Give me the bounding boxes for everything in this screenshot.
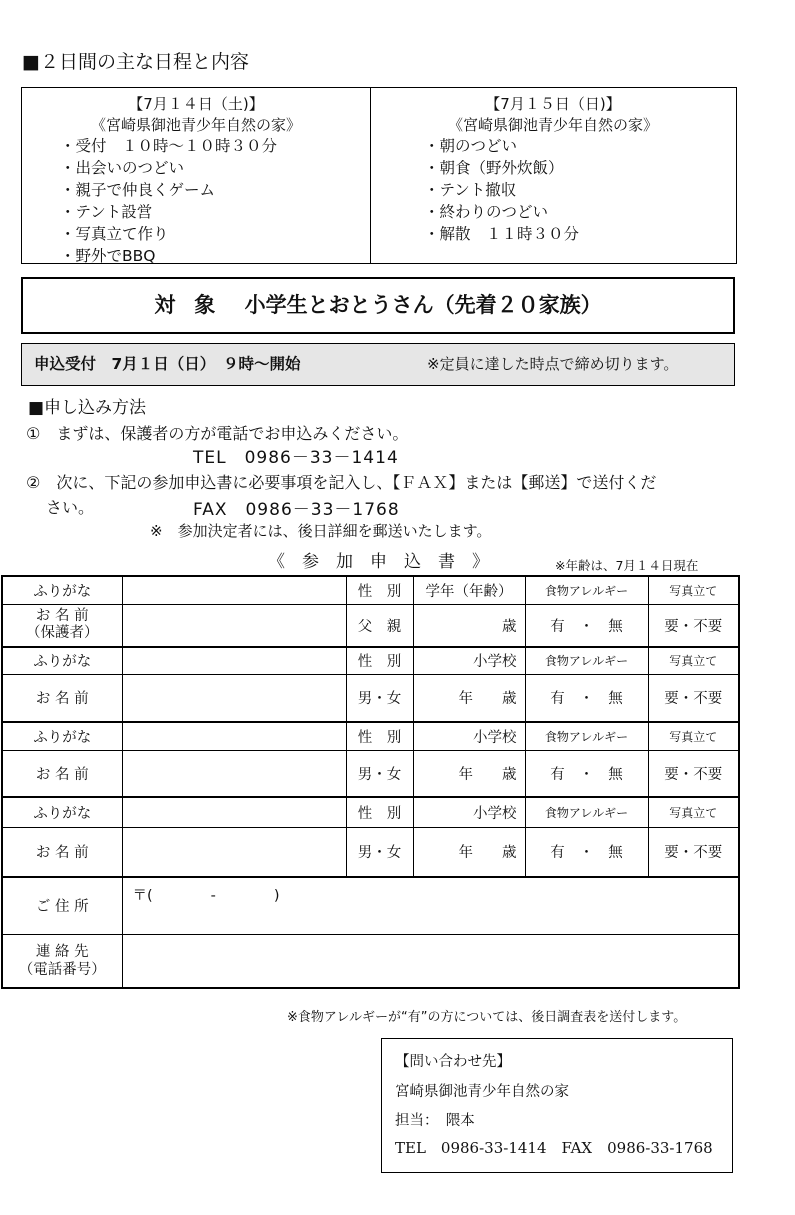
child3-school-field[interactable]: 小学校 [413,797,525,827]
inquiry-organization: 宮崎県御池青少年自然の家 [395,1084,569,1100]
schedule-day2-date: 【7月１５日（日)】 [485,95,621,113]
form-title: 《 参 加 申 込 書 》 [268,552,489,572]
child3-allergy-label: 食物アレルギー [525,797,648,827]
contact-phone-label: 連 絡 先 （電話番号） [2,934,122,988]
inquiry-person: 担当： 隈本 [395,1113,475,1129]
allergy-footnote: ※食物アレルギーが“有”の方については、後日調査表を送付します。 [287,1010,687,1025]
guardian-furigana-field[interactable] [122,576,346,604]
method-step2-line1: ② 次に、下記の参加申込書に必要事項を記入し、【ＦＡＸ】または【郵送】で送付くだ [26,473,657,492]
schedule-day2-venue: 《宮崎県御池青少年自然の家》 [447,116,658,134]
contact-phone-field[interactable] [122,934,739,988]
list-item: ・ 親子で仲良くゲーム [68,179,277,201]
child2-furigana-label: ふりがな [2,722,122,750]
list-item: ・ 出会いのつどい [68,157,277,179]
child3-furigana-label: ふりがな [2,797,122,827]
child2-gender-label: 性 別 [346,722,413,750]
child1-school-field[interactable]: 小学校 [413,647,525,674]
method-step1: ① まずは、保護者の方が電話でお申込みください。 [26,424,409,443]
guardian-name-field[interactable] [122,604,346,647]
child1-name-field[interactable] [122,674,346,722]
child2-allergy-options[interactable]: 有 ・ 無 [525,750,648,797]
guardian-grade-label: 学年（年齢） [413,576,525,604]
list-item: ・ 終わりのつどい [432,201,579,223]
child2-school-field[interactable]: 小学校 [413,722,525,750]
child2-furigana-field[interactable] [122,722,346,750]
child1-gender-label: 性 別 [346,647,413,674]
schedule-day1-list [68,135,277,267]
schedule-section-title: ■２日間の主な日程と内容 [22,51,249,73]
target-box [21,277,735,334]
child1-name-label: お 名 前 [2,674,122,722]
child1-gender-options[interactable]: 男・女 [346,674,413,722]
application-form [1,575,740,989]
guardian-furigana-label: ふりがな [2,576,122,604]
child2-allergy-label: 食物アレルギー [525,722,648,750]
child3-allergy-options[interactable]: 有 ・ 無 [525,827,648,877]
child3-name-field[interactable] [122,827,346,877]
schedule-day2-list [432,135,579,245]
method-tel: TEL 0986－33－1414 [193,448,399,468]
inquiry-box [381,1038,733,1173]
child2-photo-label: 写真立て [648,722,739,750]
list-item: ・ 朝のつどい [432,135,579,157]
child3-photo-label: 写真立て [648,797,739,827]
guardian-photo-label: 写真立て [648,576,739,604]
child1-photo-label: 写真立て [648,647,739,674]
child1-allergy-label: 食物アレルギー [525,647,648,674]
address-field[interactable] [122,877,739,934]
guardian-age-field[interactable]: 歳 [413,604,525,647]
list-item: ・ 受付 １０時～１０時３０分 [68,135,277,157]
child2-name-field[interactable] [122,750,346,797]
guardian-allergy-label: 食物アレルギー [525,576,648,604]
target-label: 対象 [154,293,235,317]
child1-grade-age-field[interactable]: 年 歳 [413,674,525,722]
list-item: ・ 写真立て作り [68,223,277,245]
child1-allergy-options[interactable]: 有 ・ 無 [525,674,648,722]
guardian-gender-value: 父 親 [346,604,413,647]
guardian-photo-options[interactable]: 要・不要 [648,604,739,647]
schedule-day1-date: 【7月１４日（土)】 [128,95,264,113]
guardian-gender-label: 性 別 [346,576,413,604]
list-item: ・ テント撤収 [432,179,579,201]
child1-furigana-label: ふりがな [2,647,122,674]
schedule-box [21,87,737,264]
acceptance-date: 申込受付 7月１日（日） ９時～開始 [34,355,301,373]
child1-furigana-field[interactable] [122,647,346,674]
method-fax: FAX 0986－33－1768 [193,500,400,520]
child2-grade-age-field[interactable]: 年 歳 [413,750,525,797]
guardian-allergy-options[interactable]: 有 ・ 無 [525,604,648,647]
child2-name-label: お 名 前 [2,750,122,797]
list-item: ・ 野外でBBQ [68,245,277,267]
child3-grade-age-field[interactable]: 年 歳 [413,827,525,877]
method-title: ■申し込み方法 [28,398,147,418]
list-item: ・ 解散 １１時３０分 [432,223,579,245]
list-item: ・ テント設営 [68,201,277,223]
child2-photo-options[interactable]: 要・不要 [648,750,739,797]
acceptance-bar [21,343,735,386]
method-step2-line2: さい。 [46,498,95,517]
child3-gender-options[interactable]: 男・女 [346,827,413,877]
address-label: ご 住 所 [2,877,122,934]
list-item: ・ 朝食（野外炊飯） [432,157,579,179]
child3-name-label: お 名 前 [2,827,122,877]
form-age-note: ※年齢は、7月１４日現在 [555,558,699,573]
child3-photo-options[interactable]: 要・不要 [648,827,739,877]
schedule-day1-venue: 《宮崎県御池青少年自然の家》 [90,116,301,134]
child3-gender-label: 性 別 [346,797,413,827]
inquiry-phones: TEL 0986-33-1414 FAX 0986-33-1768 [395,1139,713,1157]
inquiry-title: 【問い合わせ先】 [395,1054,511,1070]
acceptance-note: ※定員に達した時点で締め切ります。 [427,355,679,373]
postal-code-field[interactable]: 〒( - ) [132,888,280,904]
method-note: ※ 参加決定者には、後日詳細を郵送いたします。 [150,522,492,540]
child1-photo-options[interactable]: 要・不要 [648,674,739,722]
schedule-day1 [22,88,371,263]
child3-furigana-field[interactable] [122,797,346,827]
child2-gender-options[interactable]: 男・女 [346,750,413,797]
target-value: 小学生とおとうさん（先着２０家族） [244,293,602,317]
guardian-name-label: お 名 前 （保護者） [2,604,122,647]
schedule-day2 [370,88,736,263]
